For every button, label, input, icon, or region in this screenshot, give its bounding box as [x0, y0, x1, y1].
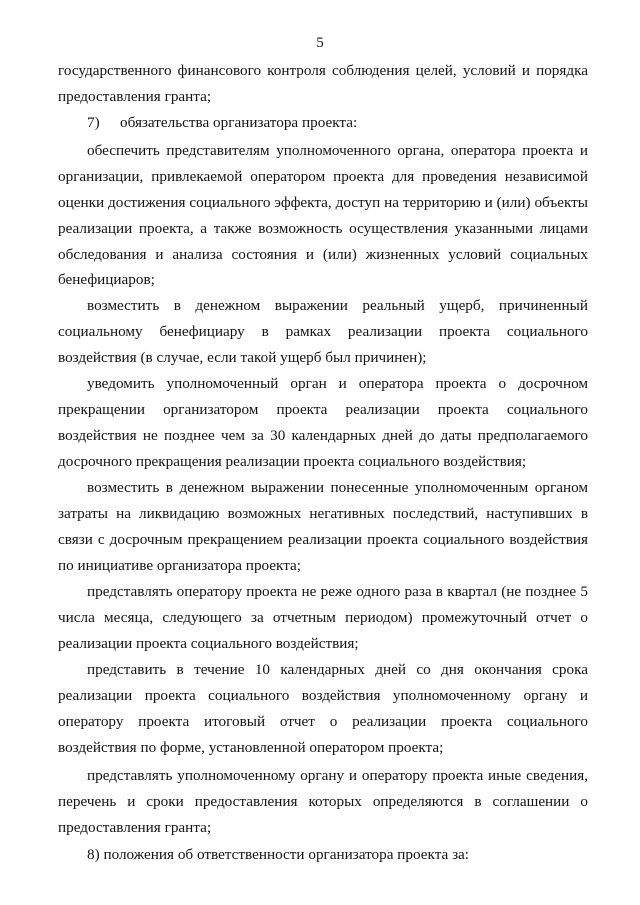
text-line: бенефициаров; — [58, 271, 155, 289]
text-line: реализации проекта, а также возможность осуществления указанными лицами — [58, 219, 588, 237]
text-line: досрочного прекращения реализации проекта социального воздействия; — [58, 452, 527, 470]
text-line: государственного финансового контроля соблюдения целей, условий и порядка — [58, 62, 588, 79]
paragraph-obligation-interim-report — [58, 579, 588, 657]
text-line: воздействия по форме, установленной оператором проекта; — [58, 738, 444, 756]
text-line: возместить в денежном выражении понесенные уполномоченным органом — [87, 479, 588, 496]
text-line: обследования и анализа состояния и (или) жизненных условий социальных — [58, 245, 588, 263]
text-line: реализации проекта социального воздействия уполномоченному органу и — [58, 686, 588, 704]
text-line: затраты на ликвидацию возможных негативных последствий, наступивших в — [58, 504, 588, 522]
text-line: представлять уполномоченному органу и оператору проекта иные сведения, — [87, 767, 588, 784]
paragraph-obligation-access — [58, 138, 588, 293]
text-line: социальному бенефициару в рамках реализации проекта социального — [58, 322, 588, 340]
text-line: воздействия (в случае, если такой ущерб был причинен); — [58, 348, 427, 366]
list-item-heading: обязательства организатора проекта: — [120, 114, 358, 131]
paragraph-obligation-costs — [58, 475, 588, 579]
text-line — [58, 110, 588, 136]
text-line: числа месяца, следующего за отчетным периодом) промежуточный отчет о — [58, 608, 588, 626]
text-line: оценки достижения социального эффекта, доступ на территорию и (или) объекты — [58, 193, 588, 211]
paragraph-obligation-notify — [58, 371, 588, 475]
list-item-number: 7) — [87, 114, 100, 131]
text-line: оператору проекта итоговый отчет о реализации проекта социального — [58, 712, 588, 730]
text-line: реализации проекта социального воздействия; — [58, 634, 359, 652]
text-line: возместить в денежном выражении реальный ущерб, причиненный — [87, 297, 588, 314]
text-line: обеспечить представителям уполномоченного органа, оператора проекта и — [87, 142, 588, 159]
list-item-7 — [58, 110, 588, 136]
paragraph-continuation — [58, 58, 588, 110]
text-line: по инициативе организатора проекта; — [58, 556, 302, 574]
text-line: представить в течение 10 календарных дней со дня окончания срока — [87, 661, 588, 678]
paragraph-obligation-other-info — [58, 763, 588, 841]
text-line: перечень и сроки предоставления которых определяются в соглашении о — [58, 792, 588, 810]
text-line: предоставления гранта; — [58, 87, 212, 105]
text-line: связи с досрочным прекращением реализации проекта социального воздействия — [58, 530, 588, 548]
paragraph-obligation-damage — [58, 293, 588, 371]
page-number: 5 — [316, 35, 324, 51]
text-line: уведомить уполномоченный орган и оператора проекта о досрочном — [87, 375, 588, 392]
text-line: представлять оператору проекта не реже одного раза в квартал (не позднее 5 — [87, 583, 588, 600]
text-line: 8) положения об ответственности организатора проекта за: — [87, 846, 470, 863]
text-line: прекращении организатором проекта реализации проекта социального — [58, 400, 588, 418]
text-line: предоставления гранта; — [58, 818, 212, 836]
paragraph-obligation-final-report — [58, 657, 588, 761]
text-line: воздействия не позднее чем за 30 календарных дней до даты предполагаемого — [58, 426, 588, 444]
text-line: организации, привлекаемой оператором проекта для проведения независимой — [58, 167, 588, 185]
list-item-8 — [58, 842, 588, 868]
